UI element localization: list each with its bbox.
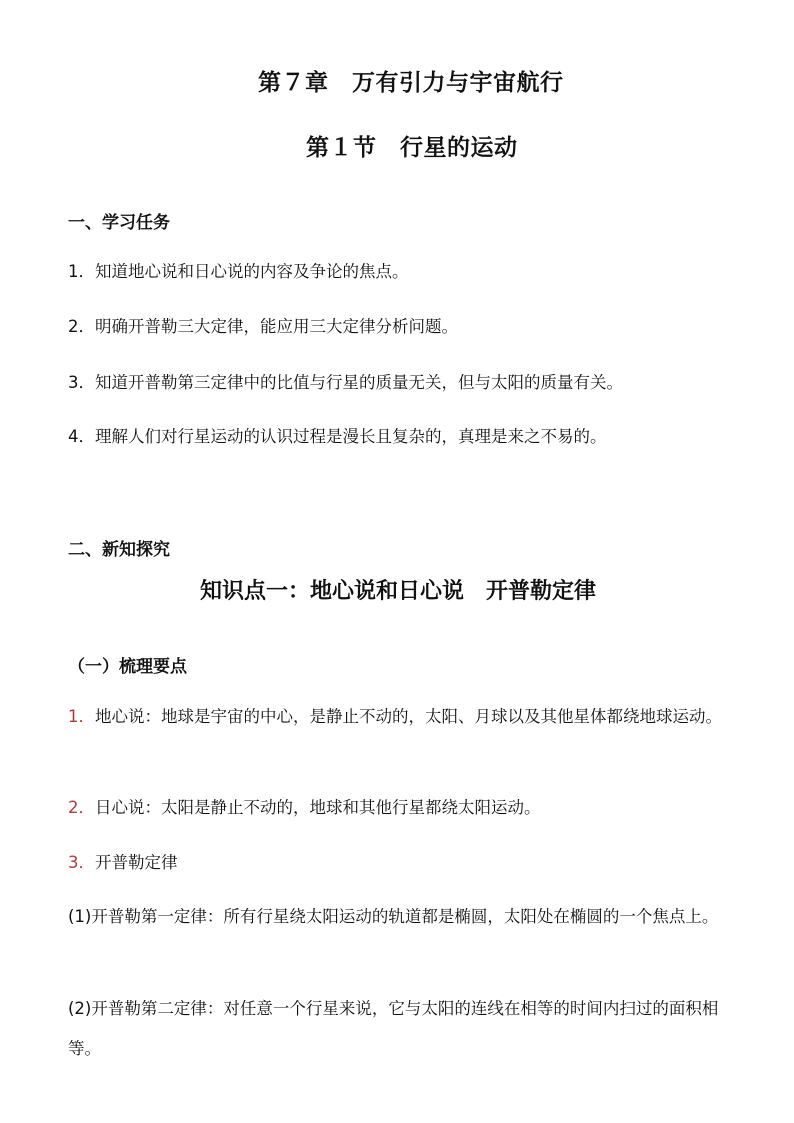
task-item-2: 2．明确开普勒三大定律，能应用三大定律分析问题。 [68,317,458,336]
task-item-4: 4．理解人们对行星运动的认识过程是漫长且复杂的，真理是来之不易的。 [68,427,607,446]
task-item-3: 3．知道开普勒第三定律中的比值与行星的质量无关，但与太阳的质量有关。 [68,373,623,392]
knowledge-point-title: 知识点一：地心说和日心说 开普勒定律 [200,579,597,604]
point-3 [68,853,178,874]
law-1: (1)开普勒第一定律：所有行星绕太阳运动的轨道都是椭圆，太阳处在椭圆的一个焦点上。 [68,907,719,926]
point-2-text: 日心说：太阳是静止不动的，地球和其他行星都绕太阳运动。 [95,798,541,817]
section-title: 第１节 行星的运动 [306,135,518,161]
point-3-text: 开普勒定律 [95,853,178,872]
point-1 [68,697,740,737]
law-2: (2)开普勒第二定律：对任意一个行星来说，它与太阳的连线在相等的时间内扫过的面积相等。 [68,999,719,1058]
point-1-number: 1． [68,707,95,726]
part1-heading: 一、学习任务 [68,213,170,233]
point-3-number: 3． [68,853,95,872]
sub-heading: （一）梳理要点 [68,657,187,677]
point-2-number: 2． [68,798,95,817]
point-2 [68,798,541,819]
chapter-title: 第７章 万有引力与宇宙航行 [258,70,564,96]
task-item-1: 1．知道地心说和日心说的内容及争论的焦点。 [68,262,409,281]
point-1-text: 地心说：地球是宇宙的中心，是静止不动的，太阳、月球以及其他星体都绕地球运动。 [95,707,722,726]
part2-heading: 二、新知探究 [68,540,170,560]
